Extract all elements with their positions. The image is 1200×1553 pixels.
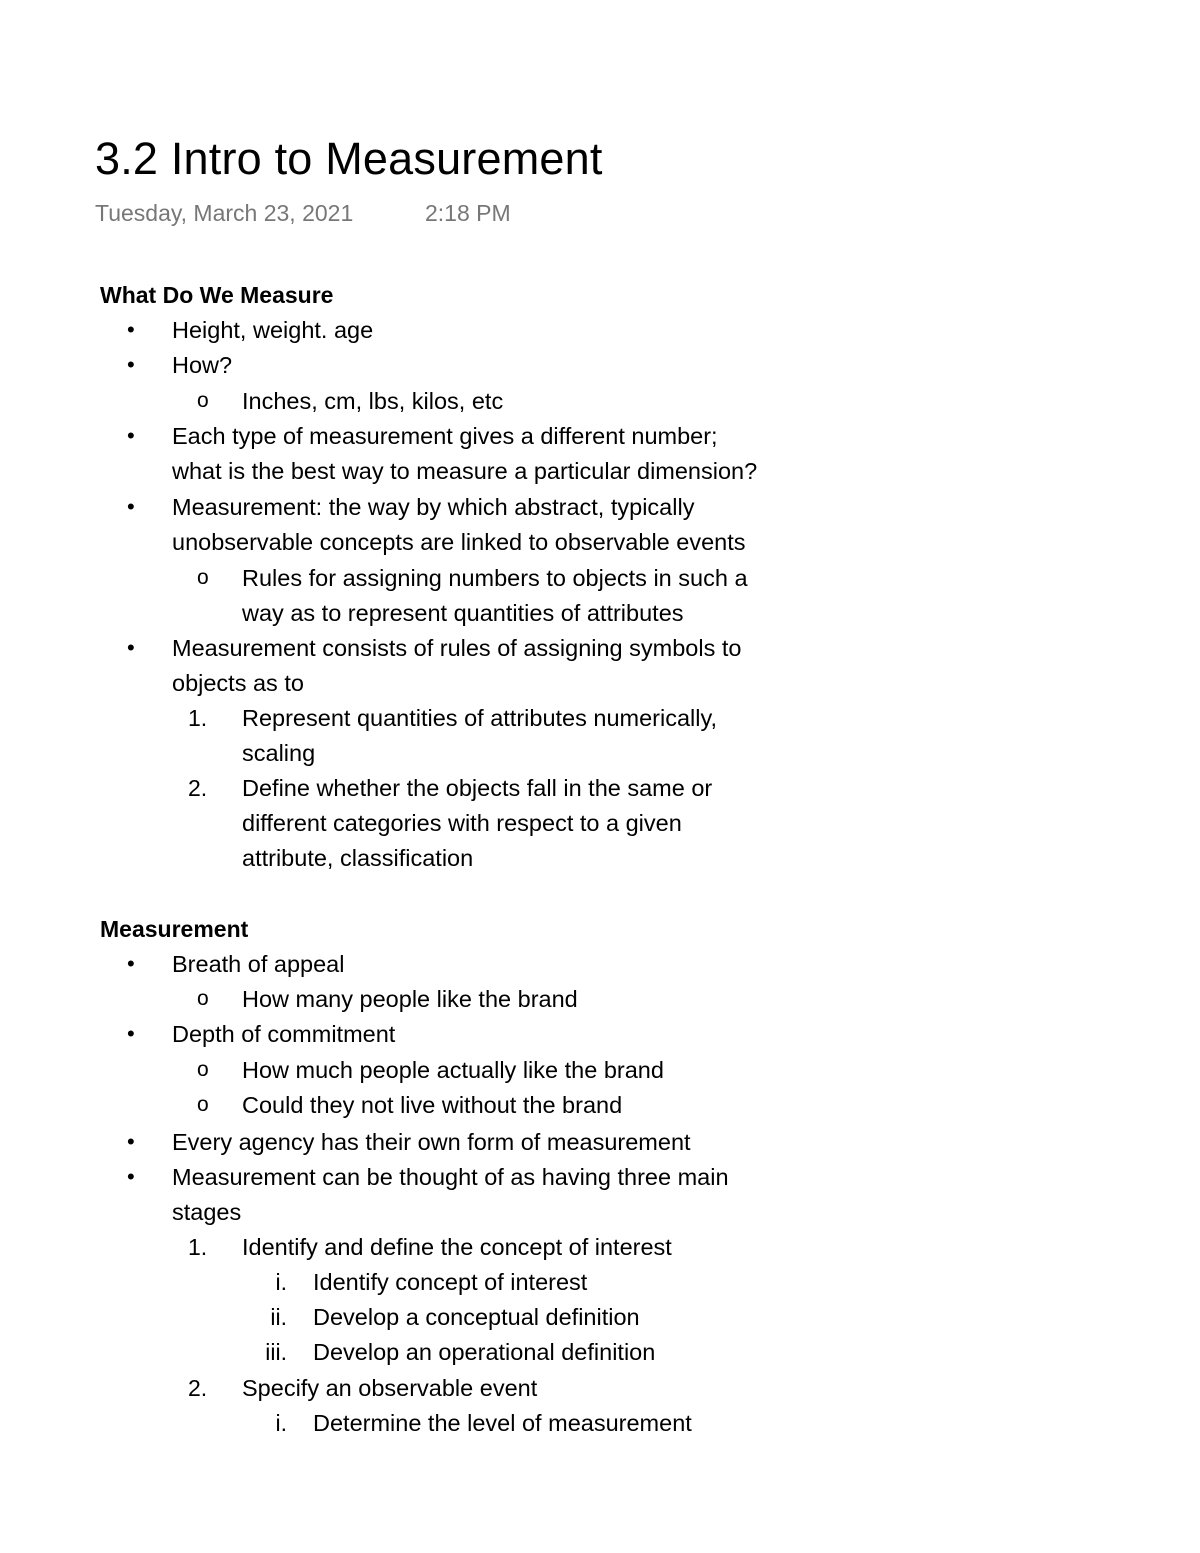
sub-bullet-marker: o [197, 566, 209, 589]
list-item-continuation: attribute, classification [242, 845, 474, 871]
bullet-marker: • [127, 951, 135, 976]
bullet-marker: • [127, 1021, 135, 1046]
roman-marker: i. [275, 1269, 287, 1295]
list-item: Represent quantities of attributes numerically, [242, 705, 718, 731]
list-item: Specify an observable event [242, 1375, 538, 1401]
number-marker: 2. [188, 775, 208, 801]
list-item: Determine the level of measurement [313, 1410, 692, 1436]
roman-marker: i. [275, 1410, 287, 1436]
list-item-continuation: what is the best way to measure a particular dimension? [172, 458, 758, 484]
list-item: How? [172, 352, 233, 378]
bullet-marker: • [127, 317, 135, 342]
list-item: Breath of appeal [172, 951, 345, 977]
section-heading-measurement: Measurement [100, 916, 249, 942]
list-item: Depth of commitment [172, 1021, 396, 1047]
list-item: Develop an operational definition [313, 1339, 656, 1365]
list-item: Measurement consists of rules of assigning symbols to [172, 635, 742, 661]
bullet-marker: • [127, 1129, 135, 1154]
sub-bullet-marker: o [197, 389, 209, 412]
bullet-marker: • [127, 494, 135, 519]
list-item: Identify and define the concept of interest [242, 1234, 672, 1260]
section-heading-what-do-we-measure: What Do We Measure [100, 282, 334, 308]
roman-marker: iii. [265, 1339, 287, 1365]
list-item-continuation: scaling [242, 740, 316, 766]
note-time: 2:18 PM [425, 200, 511, 226]
bullet-marker: • [127, 635, 135, 660]
bullet-marker: • [127, 352, 135, 377]
list-item-continuation: objects as to [172, 670, 304, 696]
list-item: How much people actually like the brand [242, 1057, 664, 1083]
list-item: Rules for assigning numbers to objects in such a [242, 565, 748, 591]
sub-bullet-marker: o [197, 1093, 209, 1116]
note-date: Tuesday, March 23, 2021 [95, 200, 354, 226]
sub-bullet-marker: o [197, 1058, 209, 1081]
bullet-marker: • [127, 423, 135, 448]
number-marker: 1. [188, 705, 208, 731]
list-item: Measurement can be thought of as having three main [172, 1164, 729, 1190]
list-item: Develop a conceptual definition [313, 1304, 640, 1330]
list-item-continuation: different categories with respect to a given [242, 810, 682, 836]
list-item: Every agency has their own form of measurement [172, 1129, 691, 1155]
list-item: Height, weight. age [172, 317, 374, 343]
list-item: Identify concept of interest [313, 1269, 588, 1295]
list-item: How many people like the brand [242, 986, 578, 1012]
list-item: Could they not live without the brand [242, 1092, 623, 1118]
list-item-continuation: stages [172, 1199, 242, 1225]
number-marker: 1. [188, 1234, 208, 1260]
bullet-marker: • [127, 1164, 135, 1189]
list-item-continuation: way as to represent quantities of attributes [242, 600, 684, 626]
list-item: Each type of measurement gives a different number; [172, 423, 718, 449]
sub-bullet-marker: o [197, 987, 209, 1010]
list-item: Define whether the objects fall in the same or [242, 775, 713, 801]
number-marker: 2. [188, 1375, 208, 1401]
list-item: Inches, cm, lbs, kilos, etc [242, 388, 504, 414]
page-title: 3.2 Intro to Measurement [95, 133, 603, 184]
list-item-continuation: unobservable concepts are linked to observable events [172, 529, 746, 555]
roman-marker: ii. [270, 1304, 287, 1330]
list-item: Measurement: the way by which abstract, typically [172, 494, 695, 520]
